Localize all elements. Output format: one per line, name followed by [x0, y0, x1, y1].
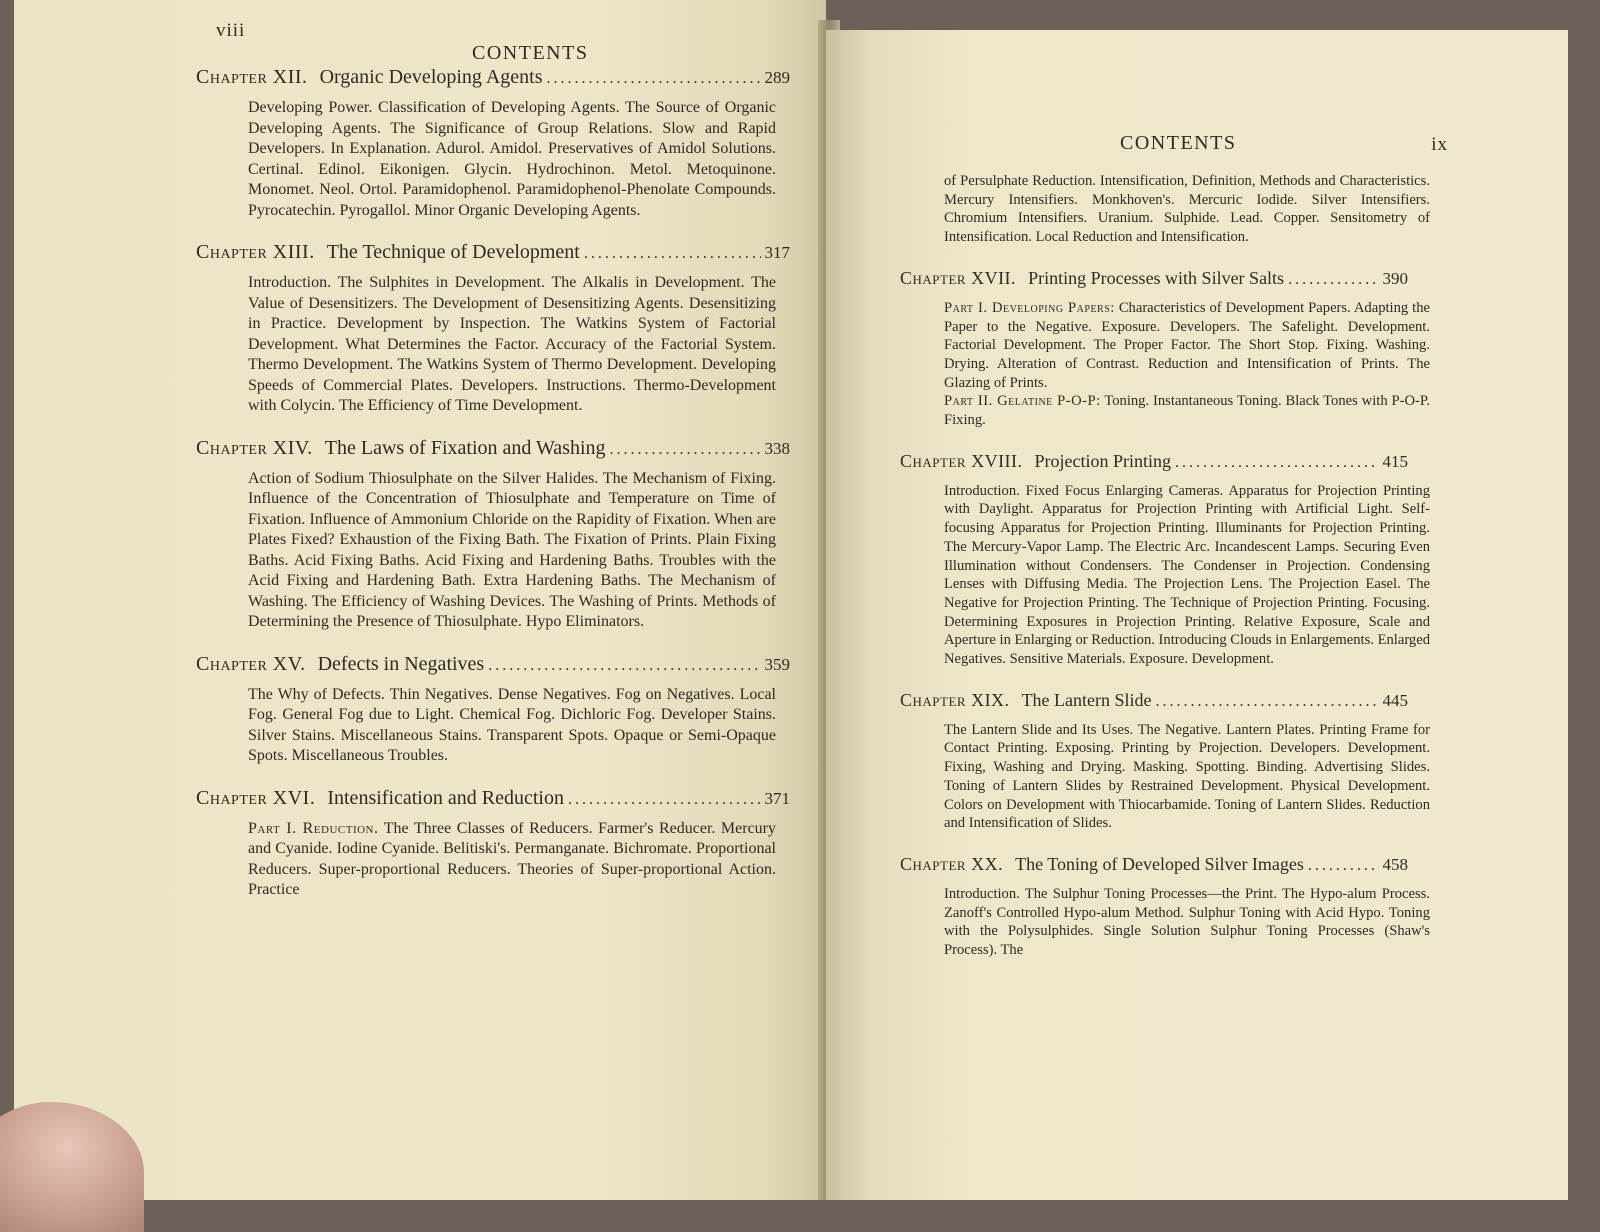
chapter-page-number: 338 [764, 438, 790, 458]
chapter-label: Chapter XX. [900, 853, 1004, 874]
part-topics: Toning. Instantaneous Toning. Black Tones with P-O-P. Fixing. [944, 393, 1431, 429]
chapter-title: Projection Printing [1034, 450, 1172, 471]
part-label: Part I. Reduction. [248, 819, 379, 837]
leader-dots [1308, 853, 1379, 879]
leader-dots [584, 241, 761, 267]
chapter-title: The Laws of Fixation and Washing [324, 436, 606, 459]
chapter-title: Intensification and Reduction [327, 786, 564, 809]
part-topics: Characteristics of Development Papers. Adapting the Paper to the Negative. Exposure. Developers. The Safelight. Development. Factorial Development. The Proper Factor. The Short Stop. Fixing. Washing. Drying. Alteration of Contrast. Reduction and Intensification of Prints. The Glazing of Prints. [944, 299, 1430, 391]
chapter-page-number: 317 [764, 243, 790, 262]
chapter-label: Chapter XVII. [900, 267, 1017, 288]
chapter-label: Chapter XIII. [196, 241, 315, 263]
chapter-label: Chapter XVI. [196, 786, 316, 809]
left-running-head [196, 20, 790, 64]
chapter-title: Organic Developing Agents [319, 66, 543, 88]
chapter-label: Chapter XV. [196, 652, 306, 675]
chapter-page-number: 390 [1382, 268, 1408, 288]
chapter-topics: Introduction. Fixed Focus Enlarging Cameras. Apparatus for Projection Printing with Daylight. Apparatus for Projection Printing with Artificial Light. Self-focusing Apparatus for Projection Printing. Illuminants for Projection Printing. The Mercury-Vapor Lamp. The Electric Arc. Incandescent Lamps. Securing Even Illumination without Condensers. The Condenser in Projection. Condensing Lenses with Diffusing Media. The Projection Lens. The Projection Easel. The Negative for Projection Printing. The Technique of Projection Printing. Focusing. Determining Exposures in Projection Printing. Relative Exposure, Scale and Aperture in Enlarging or Reduction. Introducing Clouds in Enlargements. Enlarged Negatives. Sensitive Materials. Exposure. Development. [944, 482, 1430, 668]
chapter-label: Chapter XII. [196, 66, 308, 88]
left-page [14, 0, 826, 1200]
leader-dots [610, 437, 761, 463]
toc-continuation [900, 172, 1430, 247]
leader-dots [546, 66, 760, 92]
leader-dots [1175, 450, 1378, 476]
chapter-page-number: 415 [1382, 451, 1408, 471]
page-number-ix: ix [1431, 134, 1448, 155]
chapter-title: The Toning of Developed Silver Images [1015, 853, 1304, 874]
chapter-topics: Introduction. The Sulphur Toning Processes—the Print. The Hypo-alum Process. Zanoff's Controlled Hypo-alum Method. Sulphur Toning with Acid Hypo. Toning with the Polysulphides. Single Solution Sulphur Toning Processes (Shaw's Process). The [944, 885, 1430, 959]
chapter-label: Chapter XIV. [196, 436, 313, 459]
leader-dots [1288, 267, 1378, 293]
part-label: Part II. Gelatine P-O-P: [944, 393, 1101, 410]
chapter-topics: Introduction. The Sulphites in Development. The Alkalis in Development. The Value of Desensitizers. The Development of Desensitizing Agents. Desensitizing in Practice. Development by Inspection. The Watkins System of Factorial Development. What Determines the Factor. Accuracy of the Factorial System. Thermo Development. The Watkins System of Thermo Development. Developing Speeds of Commercial Plates. Developers. Instructions. Thermo-Development with Colycin. The Efficiency of Time Development. [248, 274, 776, 414]
part-topics: The Three Classes of Reducers. Farmer's Reducer. Mercury and Cyanide. Iodine Cyanide. Belitiski's. Permanganate. Bichromate. Proportional Reducers. Super-proportional Reducers. Theories of Super-proportional Action. Practice [248, 819, 777, 898]
running-title: CONTENTS [472, 42, 589, 64]
chapter-page-number: 458 [1382, 854, 1408, 874]
chapter-page-number: 371 [764, 788, 790, 808]
toc-chapter-xii [196, 64, 790, 221]
thumb [0, 1102, 144, 1232]
continued-topics: of Persulphate Reduction. Intensification, Definition, Methods and Characteristics. Mercury Intensifiers. Monkhoven's. Mercuric Iodide. Silver Intensifiers. Chromium Intensifiers. Uranium. Sulphide. Lead. Copper. Sensitometry of Intensification. Local Reduction and Intensification. [944, 173, 1430, 246]
chapter-page-number: 445 [1382, 690, 1408, 710]
chapter-topics [944, 299, 1430, 430]
leader-dots [1156, 689, 1379, 715]
chapter-topics [248, 819, 776, 901]
chapter-topics: Action of Sodium Thiosulphate on the Silver Halides. The Mechanism of Fixing. Influence of the Concentration of Thiosulphate and Temperature on Time of Fixation. Influence of Ammonium Chloride on the Rapidity of Fixation. When are Plates Fixed? Exhaustion of the Fixing Bath. The Fixation of Prints. Plain Fixing Baths. Acid Fixing Baths. Acid Fixing and Hardening Baths. Troubles with the Acid Fixing and Hardening Bath. Extra Hardening Baths. The Mechanism of Washing. The Efficiency of Washing Devices. The Washing of Prints. Methods of Determining the Presence of Thiosulphate. Hypo Eliminators. [248, 469, 776, 630]
toc-chapter-xix [900, 687, 1430, 833]
toc-chapter-xvii [900, 265, 1431, 430]
chapter-page-number: 289 [764, 68, 790, 87]
toc-chapter-xx [900, 851, 1430, 960]
toc-chapter-xiii [196, 239, 790, 417]
chapter-topics: Developing Power. Classification of Developing Agents. The Source of Organic Developing Agents. The Significance of Group Relations. Slow and Rapid Developers. In Explanation. Adurol. Amidol. Preservatives of Amidol Solutions. Certinal. Edinol. Eikonigen. Glycin. Hydrochinon. Metol. Metoquinone. Monomet. Neol. Ortol. Paramidophenol. Paramidophenol-Phenolate Compounds. Pyrocatechin. Pyrogallol. Minor Organic Developing Agents. [248, 99, 776, 219]
chapter-topics: The Lantern Slide and Its Uses. The Negative. Lantern Plates. Printing Frame for Contact Printing. Exposing. Printing by Projection. Developers. Development. Fixing, Washing and Drying. Masking. Spotting. Binding. Advertising Slides. Toning of Lantern Slides by Restrained Development. Physical Development. Colors on Development with Thiocarbamide. Toning of Lantern Slides. Reduction and Intensification of Slides. [944, 721, 1430, 832]
part-label: Part I. Developing Papers: [944, 299, 1115, 316]
toc-chapter-xvi [196, 785, 790, 901]
toc-chapter-xiv [196, 435, 790, 633]
chapter-topics: The Why of Defects. Thin Negatives. Dense Negatives. Fog on Negatives. Local Fog. General Fog due to Light. Chemical Fog. Dichloric Fog. Developer Stains. Silver Stains. Miscellaneous Stains. Transparent Spots. Opaque or Semi-Opaque Spots. Miscellaneous Troubles. [248, 685, 776, 764]
toc-chapter-xv [196, 651, 790, 767]
running-title: CONTENTS [1120, 132, 1237, 154]
leader-dots [568, 787, 761, 813]
right-page [826, 30, 1568, 1200]
chapter-title: Printing Processes with Silver Salts [1028, 267, 1285, 288]
chapter-page-number: 359 [764, 654, 790, 674]
page-number-viii: viii [216, 20, 246, 41]
right-running-head [900, 100, 1448, 172]
chapter-title: Defects in Negatives [317, 652, 485, 675]
leader-dots [488, 653, 760, 679]
chapter-title: The Lantern Slide [1021, 689, 1152, 710]
chapter-label: Chapter XIX. [900, 689, 1010, 710]
chapter-label: Chapter XVIII. [900, 450, 1023, 471]
chapter-title: The Technique of Development [326, 241, 580, 263]
toc-chapter-xviii [900, 448, 1430, 669]
